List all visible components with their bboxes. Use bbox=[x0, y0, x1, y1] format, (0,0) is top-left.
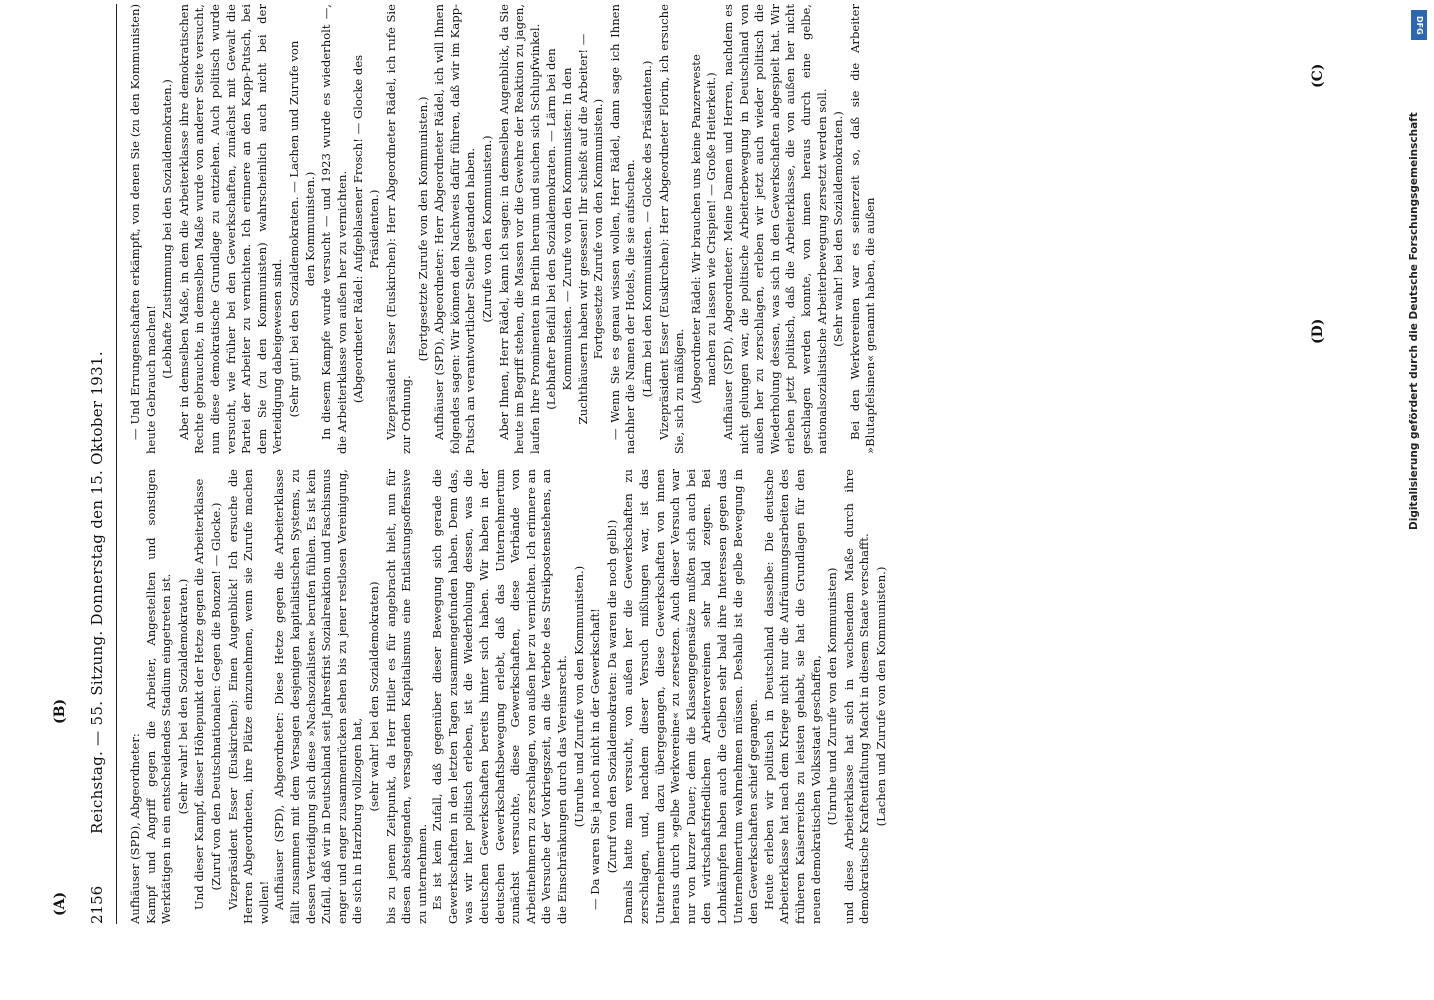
digitization-credit: Digitalisierung gefördert durch die Deutsche Forschungsgemeinschaft bbox=[1408, 112, 1420, 530]
interjection: (Unruhe und Zurufe von den Kommunisten.) bbox=[571, 565, 586, 828]
paragraph: In diesem Kampfe wurde versucht — und 1923 wurde es wiederholt —, die Arbeiterklasse von außen her zu vernichten. bbox=[319, 4, 349, 454]
dfg-logo: DFG bbox=[1411, 10, 1427, 40]
margin-letter-b: (B) bbox=[52, 698, 68, 724]
interjection: (Lebhafte Zustimmung bei den Sozialdemokraten.) bbox=[160, 79, 175, 379]
dfg-credit bbox=[1408, 10, 1430, 550]
interjection: (Lärm bei den Kommunisten. — Glocke des Präsidenten.) bbox=[640, 60, 654, 398]
paragraph: Aber in demselben Maße, in dem die Arbeiterklasse ihre demokratischen Rechte gebrauchte, in demselben Maße wurde von anderer Seite versucht, nun diese demokratische Grundlage zu entziehen. Auch politisch wurde versucht, wie früher bei den Gewerkschaften, zunächst mit Gewalt die Partei der Arbeiter zu vernichten. Ich erinnere an den Kapp-Putsch, bei dem Sie (zu den Kommunisten) wahrscheinlich auch nicht bei der Verteidigung dabeigewesen sind. bbox=[176, 4, 285, 454]
interjection: (Zurufe von den Kommunisten.) bbox=[480, 135, 495, 323]
paragraph: bis zu jenem Zeitpunkt, da Herr Hitler es für angebracht hielt, nun für diesen absteigenden, versagenden Kapitalismus eine Entlastungsoffensive zu unternehmen. bbox=[383, 469, 429, 924]
paragraph: — Und Errungenschaften erkämpft, von denen Sie (zu den Kommunisten) heute Gebrauch machen! bbox=[128, 4, 158, 454]
interjection: (Abgeordneter Rädel: Wir brauchen uns keine Panzerweste machen zu lassen wie Crispien! — Große Heiterkeit.) bbox=[688, 54, 719, 404]
paragraph: Vizepräsident Esser (Euskirchen): Herr Abgeordneter Rädel, ich rufe Sie zur Ordnung. bbox=[383, 4, 414, 454]
interjection: (Sehr wahr! bei den Sozialdemokraten.) bbox=[831, 111, 846, 347]
paragraph: Vizepräsident Esser (Euskirchen): Herr Abgeordneter Florin, ich ersuche Sie, sich zu mäßigen. bbox=[656, 4, 687, 454]
paragraph: Damals hatte man versucht, von außen her die Gewerkschaften zu zerschlagen, und, nachdem dieser Versuch mißlungen war, ist das Unternehmertum dazu übergegangen, diese Gewerkschaften von innen heraus durch »gelbe Werkvereine« zu zersetzen. Auch dieser Versuch war nur von kurzer Dauer; denn die Klassengegensätze mußten sich auch bei den wirtschaftsfriedlichen Arbeitervereinen sehr bald zeigen. Bei Lohnkämpfen haben auch die Gelben sehr bald ihre Interessen gegen das Unternehmertum wahrnehmen müssen. Deshalb ist die gelbe Bewegung in den Gewerkschaften schief gegangen. bbox=[621, 469, 761, 924]
paragraph: Kampf und Angriff gegen die Arbeiter, Angestellten und sonstigen Werktätigen in ein entscheidendes Stadium eingetreten ist. bbox=[143, 469, 174, 924]
running-title: Reichstag. — 55. Sitzung. Donnerstag den 15. Oktober 1931. bbox=[88, 351, 106, 834]
paragraph: Bei den Werkvereinen war es seinerzeit so, daß sie die Arbeiter »Blutapfelsinen« genannt haben, die außen bbox=[847, 4, 878, 454]
margin-letter-c: (C) bbox=[1310, 63, 1326, 88]
paragraph: Aufhäuser (SPD), Abgeordneter: Herr Abgeordneter Rädel, ich will Ihnen folgendes sagen: Wir können den Nachweis dafür führen, daß wir im Kapp-Putsch an verantwortlicher Stelle gestanden haben. bbox=[432, 4, 478, 454]
interjection: (Lebhafter Beifall bei den Sozialdemokraten. — Lärm bei den Kommunisten. — Zurufe von den Kommunisten: In den Zuchthäusern haben wir gesessen! Ihr schießt auf die Arbeiter! — Fortgesetzte Zurufe von den Kommunisten.) bbox=[544, 33, 606, 425]
page-content bbox=[52, 3, 1326, 924]
interjection: (Sehr wahr! bei den Sozialdemokraten.) bbox=[175, 578, 190, 815]
interjection: (Zuruf von den Sozialdemokraten: Da waren die noch gelb!) bbox=[604, 519, 619, 874]
paragraph: Heute erleben wir politisch in Deutschland dasselbe: Die deutsche Arbeiterklasse hat nach dem Kriege nicht nur die Aufräumungsarbeiten des früheren Kaiserreichs zu leisten gehabt, sie hat die Grundlagen für den neuen demokratischen Volksstaat geschaffen, bbox=[761, 469, 823, 924]
paragraph: Es ist kein Zufall, daß gegenüber dieser Bewegung sich gerade die Gewerkschaften in den letzten Tagen zusammengefunden haben. Denn das, was wir hier politisch erleben, ist die Wiederholung dessen, was die deutschen Gewerkschaften bereits hinter sich haben. Wir haben in der deutschen Gewerkschaftsbewegung erlebt, daß das Unternehmertum zunächst versuchte, diese Gewerkschaften, diese Verbände von Arbeitnehmern zu zerschlagen, von außen her zu vernichten. Ich erinnere an die Versuche der Vorkriegszeit, an die Verbote des Streikpostenstehens, an die Einschränkungen durch das Vereinsrecht. bbox=[430, 468, 570, 924]
paragraph: Aber Ihnen, Herr Rädel, kann ich sagen: in demselben Augenblick, da Sie heute im Begriff stehen, die Massen vor die Gewehre der Reaktion zu jagen, laufen Ihre Prominenten in Berlin herum und suchen sich Schlupfwinkel. bbox=[496, 3, 542, 454]
text-column-right bbox=[128, 4, 879, 454]
interjection: (Zuruf von den Deutschnationalen: Gegen die Bonzen! — Glocke.) bbox=[208, 502, 223, 891]
paragraph: — Da waren Sie ja noch nicht in der Gewerkschaft! bbox=[588, 608, 603, 910]
paragraph: Aufhäuser (SPD), Abgeordneter: Meine Damen und Herren, nachdem es nicht gelungen war, die politische Arbeiterbewegung in Deutschland von außen her zu zerschlagen, erleben wir jetzt auch wieder politisch die Wiederholung dessen, was sich in den Gewerkschaften abgespielt hat. Wir erleben jetzt politisch, daß die Arbeiterklasse, die von außen her nicht geschlagen werden konnte, von innen heraus durch eine gelbe, nationalsozialistische Arbeiterbewegung zersetzt werden soll. bbox=[720, 4, 829, 454]
page-number: 2156 bbox=[88, 885, 106, 924]
paragraph: — Wenn Sie es genau wissen wollen, Herr Rädel, dann sage ich Ihnen nachher die Namen der Hotels, die sie aufsuchen. bbox=[607, 4, 638, 454]
interjection: (Lachen und Zurufe von den Kommunisten.) bbox=[873, 566, 888, 827]
interjection: (Unruhe und Zurufe von den Kommunisten) bbox=[825, 567, 840, 826]
interjection: (Abgeordneter Rädel: Aufgeblasener Frosch! — Glocke des Präsidenten.) bbox=[351, 54, 381, 404]
paragraph: Aufhäuser (SPD), Abgeordneter: bbox=[128, 733, 142, 924]
margin-letter-a: (A) bbox=[52, 891, 68, 916]
interjection: (Fortgesetzte Zurufe von den Kommunisten.) bbox=[415, 96, 430, 362]
paragraph: Und dieser Kampf, dieser Höhepunkt der Hetze gegen die Arbeiterklasse bbox=[192, 478, 207, 910]
page-header bbox=[82, 4, 117, 924]
paragraph: Aufhäuser (SPD), Abgeordneter: Diese Hetze gegen die Arbeiterklasse fällt zusammen mit dem Versagen desjenigen kapitalistischen Systems, zu dessen Verteidigung sich diese »Nachsozialisten« berufen fühlen. Es ist kein Zufall, daß wir in Deutschland seit Jahresfrist Sozialreaktion und Faschismus enger und enger zusammenrücken sehen bis zu jener restlosen Vereinigung, die sich in Harzburg vollzogen hat, bbox=[272, 469, 365, 924]
margin-letter-d: (D) bbox=[1310, 318, 1326, 344]
text-column-left bbox=[128, 469, 891, 924]
paragraph: Vizepräsident Esser (Euskirchen): Einen Augenblick! Ich ersuche die Herren Abgeordneten, ihre Plätze einzunehmen, wenn sie Zurufe machen wollen! bbox=[225, 469, 271, 924]
paragraph: und diese Arbeiterklasse hat sich in wachsendem Maße durch ihre demokratische Kraftentfaltung Macht in diesem Staate verschafft. bbox=[841, 469, 872, 924]
interjection: (sehr wahr! bei den Sozialdemokraten) bbox=[366, 581, 381, 812]
interjection: (Sehr gut! bei den Sozialdemokraten. — Lachen und Zurufe von den Kommunisten.) bbox=[286, 40, 317, 418]
